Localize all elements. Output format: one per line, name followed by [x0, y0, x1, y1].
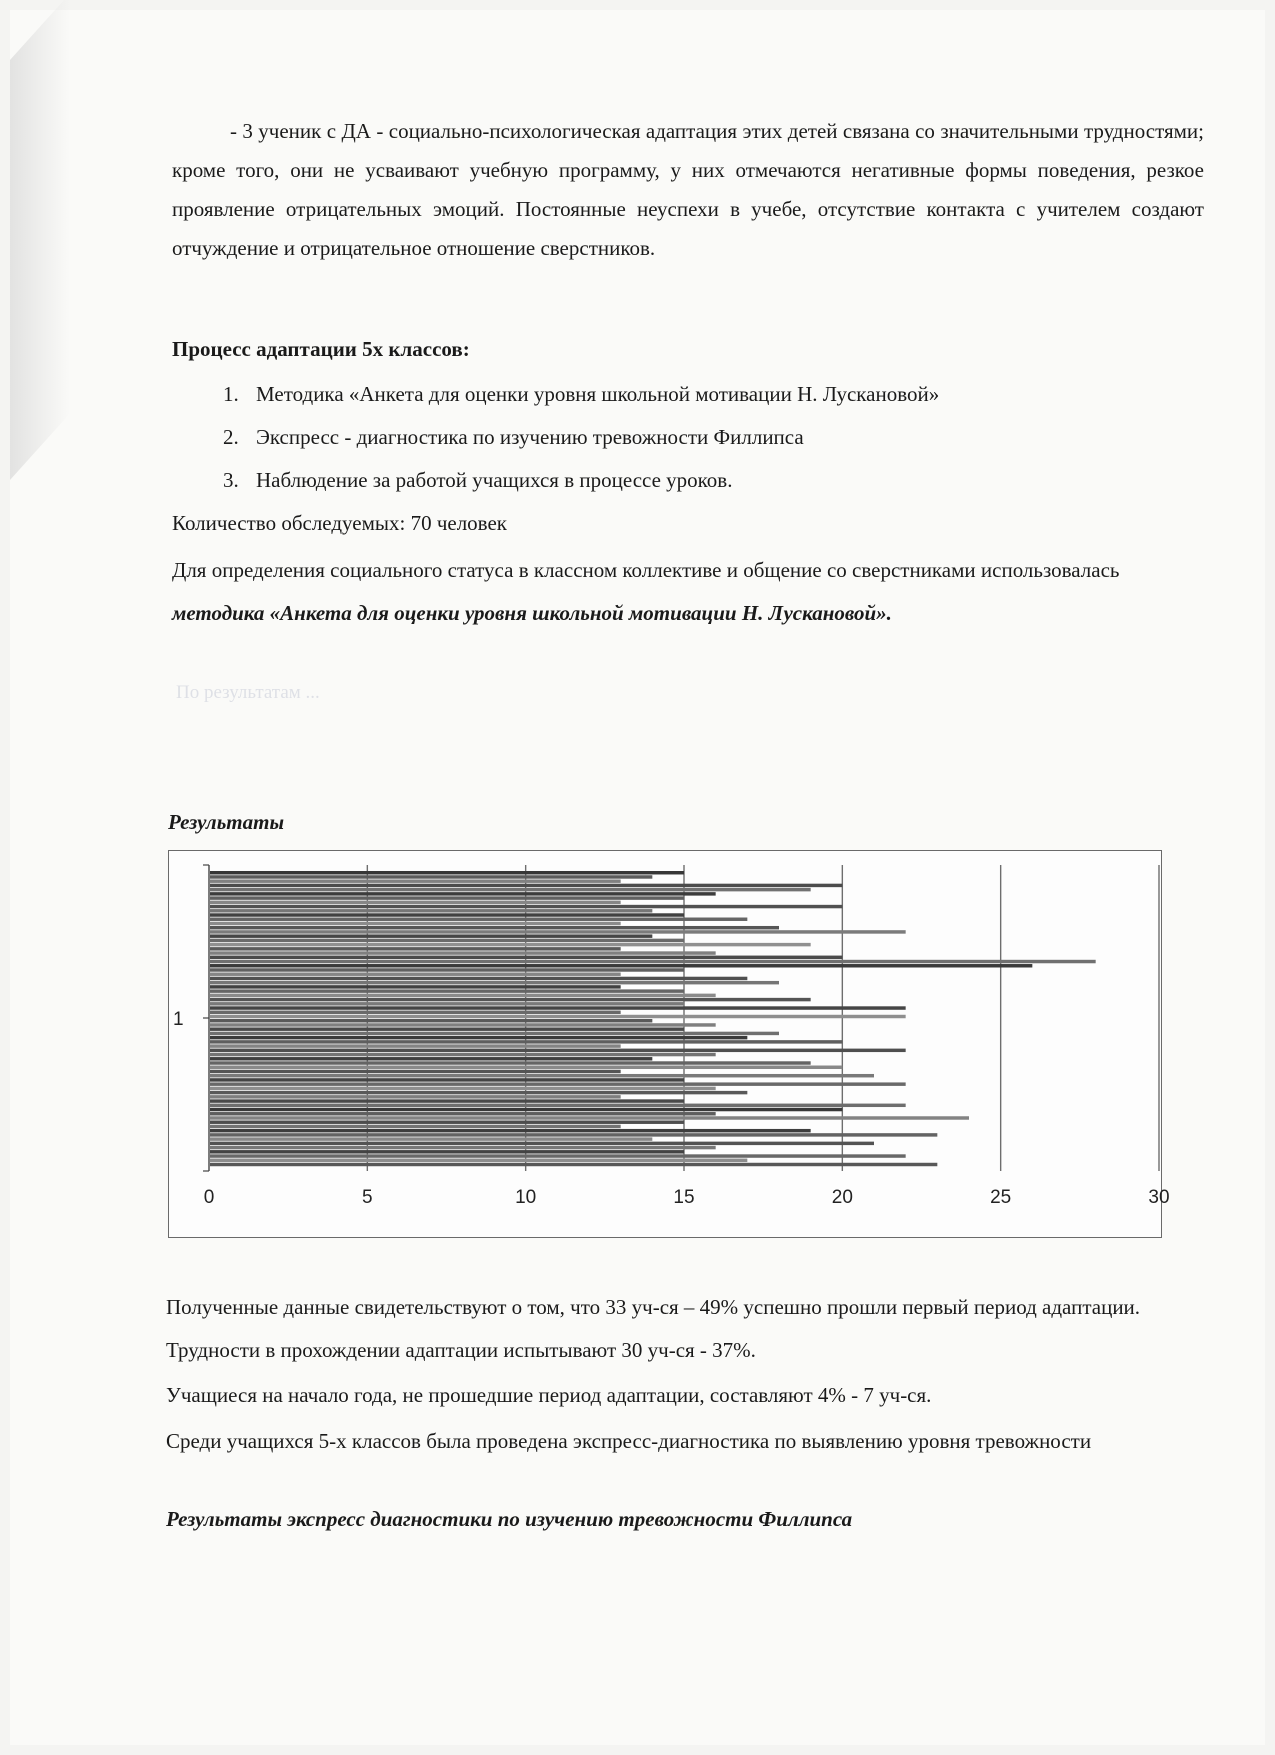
chart-bar [210, 1023, 716, 1026]
chart-bar [210, 896, 684, 899]
chart-bar [210, 879, 621, 882]
chart-bar [210, 926, 779, 929]
summary-2: Учащиеся на начало года, не прошедшие период адаптации, составляют 4% - 7 уч-ся. [166, 1383, 932, 1407]
chart-plot [169, 851, 1170, 1237]
chart-bar [210, 1159, 747, 1162]
x-tick-label: 25 [990, 1187, 1012, 1208]
list-item: 3. Наблюдение за работой учащихся в процессе уроков. [244, 459, 1244, 502]
chart-bar [210, 1070, 621, 1073]
chart-bar [210, 1108, 842, 1111]
method-name: методика «Анкета для оценки уровня школьной мотивации Н. Лускановой». [172, 601, 892, 626]
list-item: 2. Экспресс - диагностика по изучению тревожности Филлипса [244, 416, 1244, 459]
chart-bar [210, 1011, 621, 1014]
chart-bar [210, 930, 906, 933]
chart-bar [210, 1074, 874, 1077]
results-heading: Результаты [168, 810, 285, 834]
chart-bar [210, 1146, 716, 1149]
summary-3: Среди учащихся 5-х классов была проведена экспресс-диагностика по выявлению уровня тревожности [166, 1429, 1092, 1453]
chart-bar [210, 1142, 874, 1145]
chart-bar [210, 918, 747, 921]
phillips-heading: Результаты экспресс диагностики по изучению тревожности Филлипса [166, 1507, 853, 1531]
chart-bar [210, 1006, 906, 1009]
chart-bar [210, 1036, 747, 1039]
chart-bar [210, 972, 621, 975]
x-tick-label: 30 [1148, 1187, 1170, 1208]
subjects-count: Количество обследуемых: 70 человек [172, 511, 507, 535]
chart-bar [210, 1120, 684, 1123]
paragraph-da: - 3 ученик с ДА - социально-психологическая адаптация этих детей связана со значительными трудностями; кроме того, они не усваивают учебную программу, у них отмечаются негативные формы поведения, резкое проявление отрицательных эмоций. Постоянные неуспехи в учебе, отсутствие контакта с учителем создают отчуждение и отрицательное отношение сверстников. [172, 119, 1204, 260]
chart-bar [210, 884, 842, 887]
methods-list [172, 373, 1244, 502]
chart-bar [210, 1044, 621, 1047]
chart-bar [210, 985, 621, 988]
list-item: 1. Методика «Анкета для оценки уровня школьной мотивации Н. Лускановой» [244, 373, 1244, 416]
chart-bar [210, 1066, 842, 1069]
scan-shadow [10, 0, 70, 480]
chart-bar [210, 1053, 716, 1056]
chart-bar [210, 1099, 684, 1102]
chart-bar [210, 989, 684, 992]
x-tick-label: 20 [831, 1187, 853, 1208]
chart-bar [210, 968, 684, 971]
section-heading: Процесс адаптации 5х классов: [172, 337, 470, 361]
chart-bar [210, 888, 811, 891]
chart-bar [210, 909, 652, 912]
chart-bar [210, 934, 652, 937]
chart-bar [210, 1163, 937, 1166]
chart-bar [210, 939, 684, 942]
chart-bar [210, 1082, 906, 1085]
chart-bar [210, 1078, 684, 1081]
results-chart [168, 850, 1170, 1238]
chart-bar [210, 943, 811, 946]
x-tick-label: 5 [362, 1187, 373, 1208]
chart-bar [210, 977, 747, 980]
method-intro: Для определения социального статуса в классном коллективе и общение со сверстниками использовалась [172, 558, 1120, 582]
chart-bar [210, 1087, 716, 1090]
method-paragraph [172, 549, 1147, 635]
chart-bar [210, 1057, 652, 1060]
chart-bar [210, 964, 1032, 967]
chart-bar [210, 901, 621, 904]
x-tick-label: 10 [515, 1187, 537, 1208]
chart-bar [210, 913, 684, 916]
chart-bar [210, 1133, 937, 1136]
chart-bar [210, 1032, 779, 1035]
chart-bar [210, 1002, 684, 1005]
chart-bar [210, 1015, 906, 1018]
chart-bar [210, 1137, 652, 1140]
chart-bar [210, 1040, 842, 1043]
chart-bar [210, 1154, 906, 1157]
chart-bar [210, 1104, 906, 1107]
chart-bar [210, 1150, 684, 1153]
chart-bar [210, 981, 779, 984]
chart-bar [210, 892, 716, 895]
x-tick-label: 15 [673, 1187, 695, 1208]
chart-bar [210, 956, 842, 959]
bleed-through-text: По результатам ... [176, 682, 320, 703]
x-tick-label: 0 [203, 1187, 215, 1208]
chart-bar [210, 994, 716, 997]
chart-bar [210, 1095, 621, 1098]
chart-bar [210, 1125, 621, 1128]
chart-bar [210, 905, 842, 908]
chart-bar [210, 960, 1096, 963]
chart-bar [210, 1019, 652, 1022]
chart-bar [210, 1129, 811, 1132]
chart-bar [210, 998, 811, 1001]
chart-bar [210, 1116, 969, 1119]
chart-bar [210, 875, 652, 878]
category-label: 1 [173, 1009, 184, 1030]
summary-1: Полученные данные свидетельствуют о том, что 33 уч-ся – 49% успешно прошли первый период адаптации. Трудности в прохождении адаптации испытывают 30 уч-ся - 37%. [166, 1295, 1141, 1363]
chart-bar [210, 947, 621, 950]
chart-bar [210, 871, 684, 874]
chart-bar [210, 1091, 747, 1094]
chart-bar [210, 1061, 811, 1064]
chart-bar [210, 951, 716, 954]
chart-bar [210, 1049, 906, 1052]
chart-bar [210, 922, 621, 925]
chart-bar [210, 1112, 716, 1115]
chart-bar [210, 1027, 684, 1030]
